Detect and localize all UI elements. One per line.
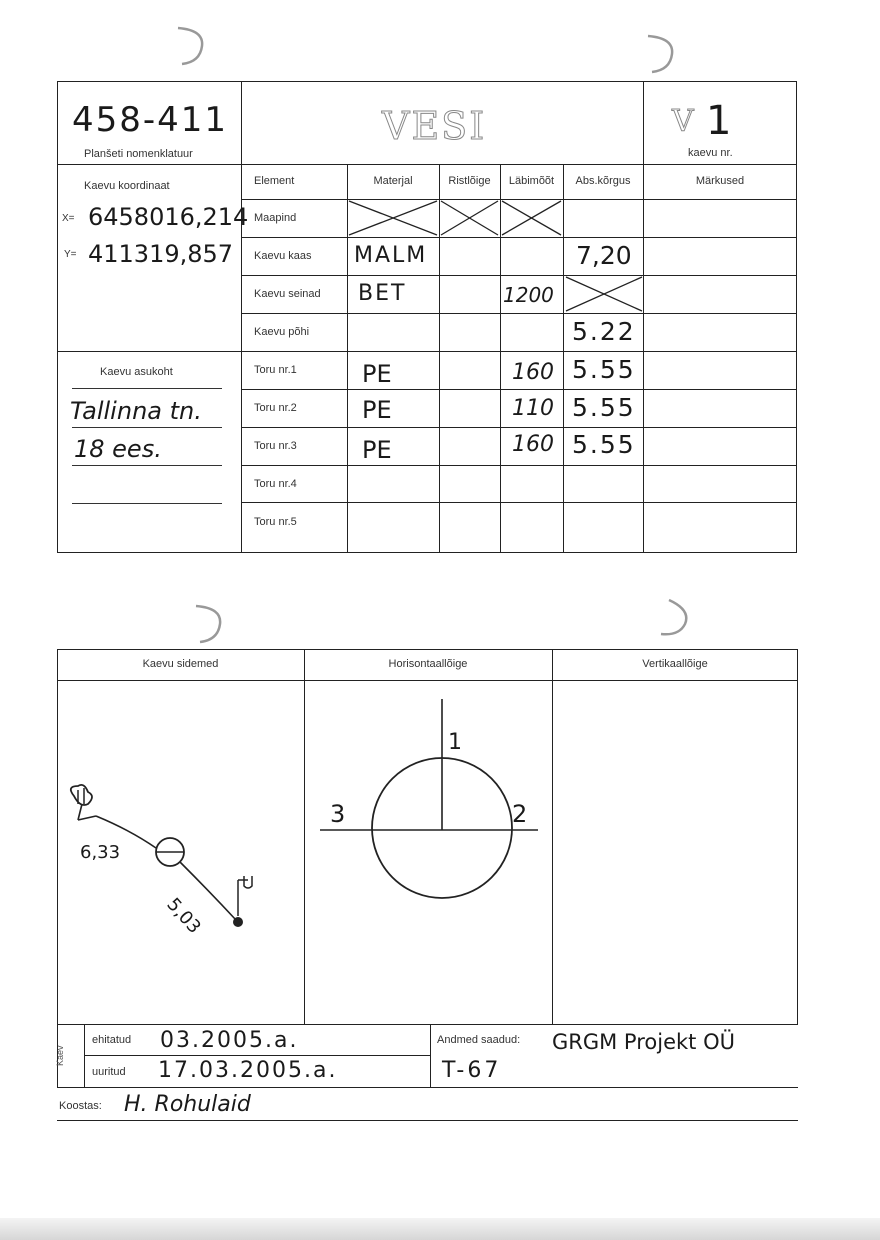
sketch-distance-2: 5,03 bbox=[162, 894, 205, 938]
compiler-value: H. Rohulaid bbox=[124, 1092, 251, 1117]
surveyed-label: uuritud bbox=[92, 1066, 126, 1078]
header-element: Element bbox=[254, 175, 295, 187]
punch-hole-mark bbox=[655, 596, 695, 642]
pipe-label-2: 2 bbox=[512, 800, 528, 828]
row-height: 5.55 bbox=[572, 355, 636, 384]
horizontal-section-label: Horisontaallõige bbox=[388, 658, 468, 670]
data-source-label: Andmed saadud: bbox=[437, 1034, 521, 1046]
y-coordinate: 411319,857 bbox=[88, 240, 234, 268]
punch-hole-mark bbox=[170, 22, 210, 68]
data-source-value: GRGM Projekt OÜ bbox=[552, 1030, 735, 1054]
header-material: Materjal bbox=[373, 175, 413, 187]
page-title: VESI bbox=[382, 104, 487, 148]
surveyed-value: 17.03.2005.a. bbox=[158, 1058, 338, 1083]
established-value: 03.2005.a. bbox=[160, 1028, 299, 1053]
row-element: Toru nr.5 bbox=[254, 516, 297, 528]
scan-edge bbox=[0, 1218, 880, 1240]
row-height: 5.22 bbox=[572, 317, 636, 346]
row-element: Kaevu põhi bbox=[254, 326, 310, 338]
punch-hole-mark bbox=[188, 600, 228, 646]
row-height: 5.55 bbox=[572, 393, 636, 422]
compiler-label: Koostas: bbox=[59, 1100, 102, 1112]
well-number: 1 bbox=[706, 98, 732, 144]
x-prefix: X= bbox=[62, 213, 75, 224]
location-line1: Tallinna tn. bbox=[70, 397, 202, 425]
nomenclature-label: Planšeti nomenklatuur bbox=[84, 148, 193, 160]
location-label: Kaevu asukoht bbox=[100, 366, 173, 378]
row-height: 7,20 bbox=[576, 241, 632, 270]
row-height: 5.55 bbox=[572, 430, 636, 459]
side-label: Kaev bbox=[55, 1045, 65, 1066]
header-cross-section: Ristlõige bbox=[448, 175, 491, 187]
row-diameter: 110 bbox=[512, 396, 554, 421]
header-abs-height: Abs.kõrgus bbox=[575, 175, 631, 187]
row-element: Toru nr.3 bbox=[254, 440, 297, 452]
row-diameter: 1200 bbox=[503, 283, 554, 307]
row-element: Toru nr.1 bbox=[254, 364, 297, 376]
row-diameter: 160 bbox=[512, 432, 554, 457]
row-material: PE bbox=[362, 396, 392, 424]
punch-hole-mark bbox=[640, 30, 680, 76]
coordinates-label: Kaevu koordinaat bbox=[84, 180, 170, 192]
row-element: Kaevu seinad bbox=[254, 288, 321, 300]
row-material: MALM bbox=[354, 243, 428, 268]
row-material: BET bbox=[358, 281, 407, 306]
location-line2: 18 ees. bbox=[74, 435, 162, 463]
connections-label: Kaevu sidemed bbox=[142, 658, 219, 670]
header-notes: Märkused bbox=[695, 175, 745, 187]
pipe-label-3: 3 bbox=[330, 800, 346, 828]
established-label: ehitatud bbox=[92, 1034, 132, 1046]
cross-marks-maapind bbox=[347, 199, 564, 237]
row-element: Kaevu kaas bbox=[254, 250, 312, 262]
vertical-section-label: Vertikaallõige bbox=[642, 658, 708, 670]
header-diameter: Läbimõõt bbox=[508, 175, 555, 187]
data-source-ref: T-67 bbox=[442, 1058, 502, 1083]
sketch-distance-1: 6,33 bbox=[80, 842, 121, 863]
nomenclature-value: 458-411 bbox=[72, 100, 229, 140]
y-prefix: Y= bbox=[64, 249, 77, 260]
well-number-label: kaevu nr. bbox=[688, 147, 733, 159]
row-diameter: 160 bbox=[512, 360, 554, 385]
row-element: Maapind bbox=[254, 212, 297, 224]
row-material: PE bbox=[362, 360, 392, 388]
x-coordinate: 6458016,214 bbox=[88, 203, 249, 231]
row-element: Toru nr.4 bbox=[254, 478, 297, 490]
pipe-label-1: 1 bbox=[448, 730, 462, 755]
row-element: Toru nr.2 bbox=[254, 402, 297, 414]
row-material: PE bbox=[362, 436, 392, 464]
cross-mark-seinad bbox=[564, 275, 644, 313]
well-prefix: V bbox=[672, 104, 694, 139]
